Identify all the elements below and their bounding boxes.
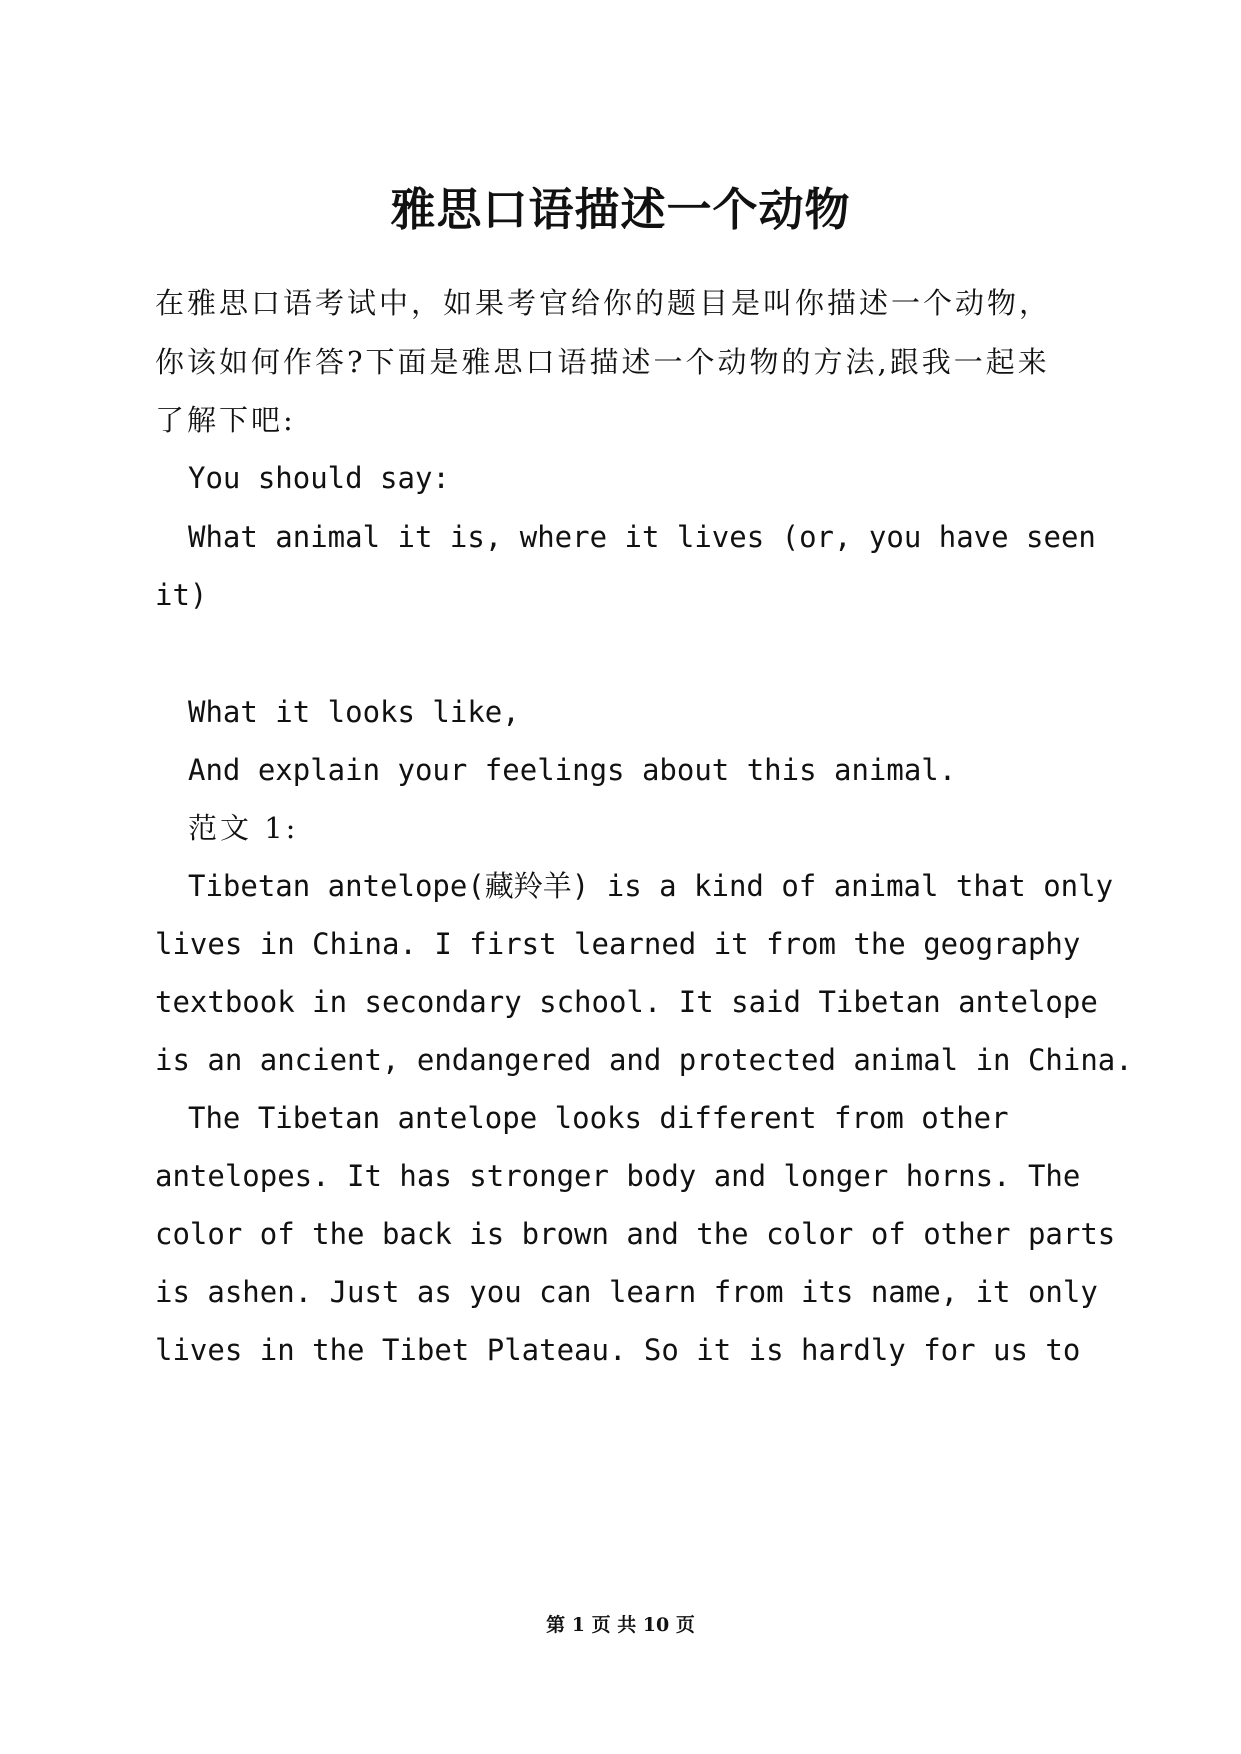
body-line-1: Tibetan antelope(藏羚羊) is a kind of animal that only (188, 869, 1114, 903)
body-line-2: lives in China. I first learned it from the geography (155, 927, 1081, 961)
prompt-line-4: What it looks like, (188, 695, 520, 729)
body-line-4: is an ancient, endangered and protected animal in China. (155, 1043, 1133, 1077)
intro-line-3: 了解下吧: (155, 403, 296, 437)
body-line-5: The Tibetan antelope looks different from other (188, 1101, 1009, 1135)
body-line-9: lives in the Tibet Plateau. So it is hardly for us to (155, 1333, 1081, 1367)
prompt-line-5: And explain your feelings about this animal. (188, 753, 957, 787)
intro-line-1: 在雅思口语考试中，如果考官给你的题目是叫你描述一个动物， (155, 286, 1052, 320)
body-line-6: antelopes. It has stronger body and longer horns. The (155, 1159, 1081, 1193)
prompt-line-2: What animal it is, where it lives (or, you have seen (188, 520, 1096, 554)
sample-label: 范文 1: (188, 811, 299, 845)
prompt-line-3: it) (155, 578, 208, 612)
document-title: 雅思口语描述一个动物 (390, 183, 851, 236)
prompt-line-1: You should say: (188, 461, 450, 495)
body-line-7: color of the back is brown and the color of other parts (155, 1217, 1116, 1251)
page-footer: 第 1 页 共 10 页 (546, 1614, 695, 1636)
intro-line-2: 你该如何作答?下面是雅思口语描述一个动物的方法,跟我一起来 (155, 345, 1050, 379)
body-line-3: textbook in secondary school. It said Tibetan antelope (155, 985, 1098, 1019)
body-line-8: is ashen. Just as you can learn from its name, it only (155, 1275, 1098, 1309)
